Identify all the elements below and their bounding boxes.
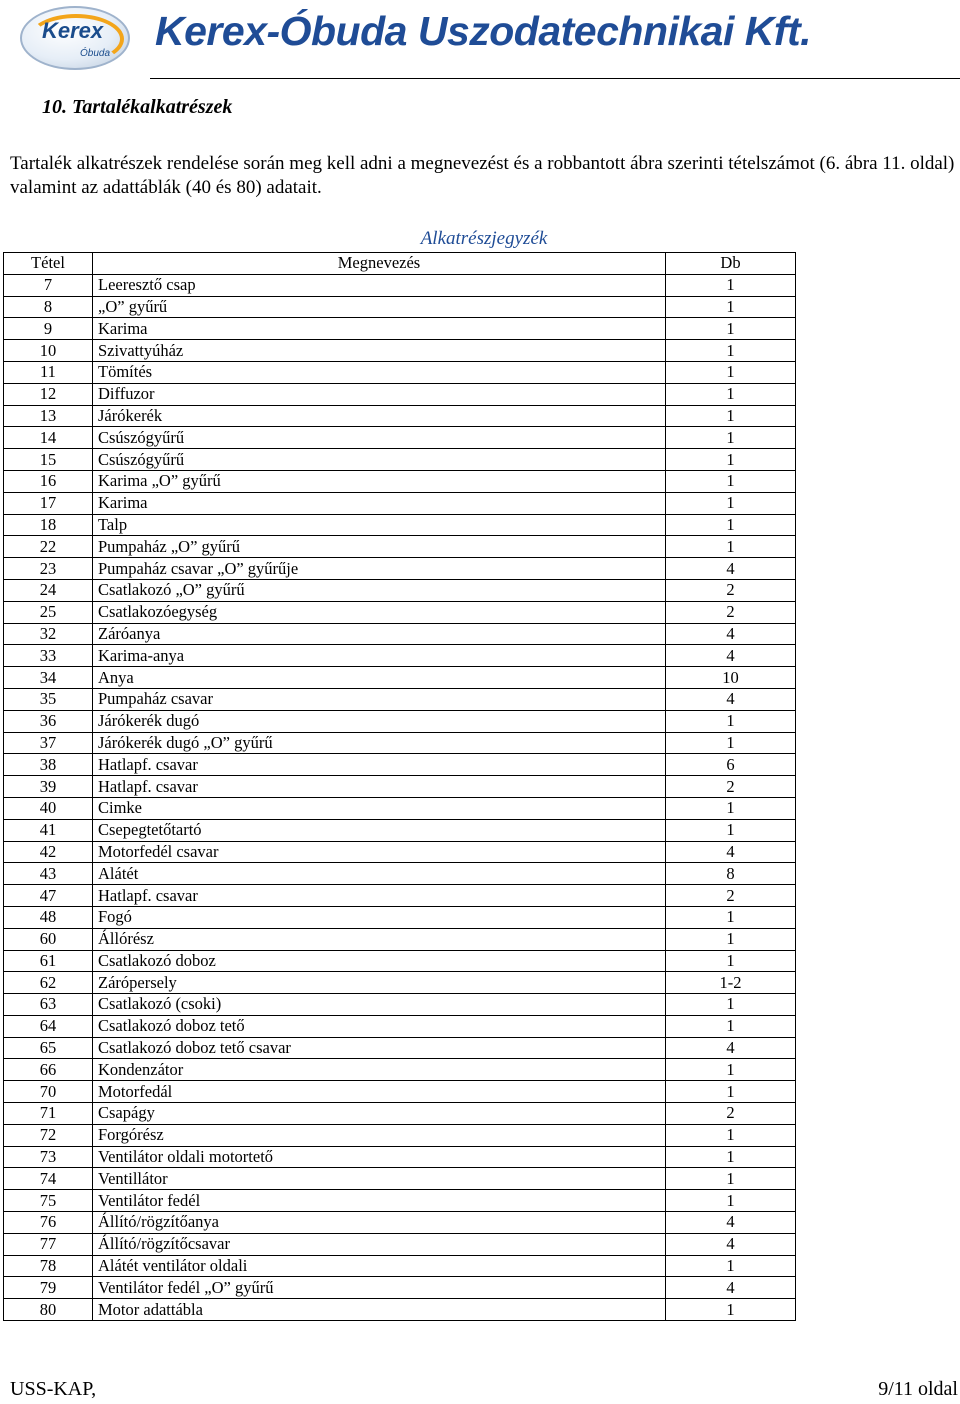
item-number: 37	[4, 732, 93, 754]
quantity: 1	[666, 732, 796, 754]
part-name: Ventilátor fedél „O” gyűrű	[93, 1277, 666, 1299]
quantity: 1	[666, 427, 796, 449]
quantity: 4	[666, 645, 796, 667]
item-number: 32	[4, 623, 93, 645]
table-row	[4, 994, 796, 1016]
part-name: Hatlapf. csavar	[93, 885, 666, 907]
table-row	[4, 318, 796, 340]
table-row	[4, 1059, 796, 1081]
item-number: 77	[4, 1233, 93, 1255]
part-name: Zárópersely	[93, 972, 666, 994]
item-number: 76	[4, 1212, 93, 1234]
part-name: Állító/rögzítőcsavar	[93, 1233, 666, 1255]
part-name: Csatlakozó doboz tető	[93, 1015, 666, 1037]
table-row	[4, 797, 796, 819]
part-name: Csatlakozóegység	[93, 601, 666, 623]
quantity: 1	[666, 928, 796, 950]
item-number: 8	[4, 296, 93, 318]
column-header-item: Tétel	[4, 253, 93, 275]
item-number: 14	[4, 427, 93, 449]
quantity: 1	[666, 318, 796, 340]
quantity: 1	[666, 950, 796, 972]
item-number: 41	[4, 819, 93, 841]
table-row	[4, 1015, 796, 1037]
item-number: 38	[4, 754, 93, 776]
item-number: 23	[4, 558, 93, 580]
part-name: Csúszógyűrű	[93, 427, 666, 449]
table-row	[4, 274, 796, 296]
item-number: 24	[4, 579, 93, 601]
parts-table	[3, 252, 796, 1321]
table-row	[4, 710, 796, 732]
item-number: 63	[4, 994, 93, 1016]
item-number: 79	[4, 1277, 93, 1299]
quantity: 1	[666, 1015, 796, 1037]
part-name: Csatlakozó (csoki)	[93, 994, 666, 1016]
table-row	[4, 688, 796, 710]
item-number: 80	[4, 1299, 93, 1321]
part-name: Karima	[93, 492, 666, 514]
table-row	[4, 754, 796, 776]
part-name: Csapágy	[93, 1103, 666, 1125]
quantity: 1-2	[666, 972, 796, 994]
item-number: 65	[4, 1037, 93, 1059]
quantity: 4	[666, 1233, 796, 1255]
table-row	[4, 732, 796, 754]
quantity: 4	[666, 623, 796, 645]
table-row	[4, 1299, 796, 1321]
quantity: 1	[666, 1168, 796, 1190]
item-number: 43	[4, 863, 93, 885]
table-row	[4, 863, 796, 885]
part-name: Pumpaház csavar „O” gyűrűje	[93, 558, 666, 580]
quantity: 10	[666, 667, 796, 689]
quantity: 1	[666, 492, 796, 514]
part-name: Záróanya	[93, 623, 666, 645]
intro-paragraph: Tartalék alkatrészek rendelése során meg kell adni a megnevezést és a robbantott ábra szerinti tételszámot (6. ábra 11. oldal) valamint az adattáblák (40 és 80) adatait.	[10, 153, 955, 198]
table-row	[4, 470, 796, 492]
table-row	[4, 1190, 796, 1212]
part-name: Karima	[93, 318, 666, 340]
part-name: Hatlapf. csavar	[93, 776, 666, 798]
part-name: Anya	[93, 667, 666, 689]
table-row	[4, 950, 796, 972]
part-name: Forgórész	[93, 1124, 666, 1146]
table-row	[4, 601, 796, 623]
part-name: Járókerék	[93, 405, 666, 427]
quantity: 1	[666, 1255, 796, 1277]
column-header-qty: Db	[666, 253, 796, 275]
item-number: 25	[4, 601, 93, 623]
table-row	[4, 906, 796, 928]
part-name: Ventilátor oldali motortető	[93, 1146, 666, 1168]
part-name: Alátét ventilátor oldali	[93, 1255, 666, 1277]
part-name: Diffuzor	[93, 383, 666, 405]
item-number: 62	[4, 972, 93, 994]
quantity: 1	[666, 405, 796, 427]
quantity: 1	[666, 536, 796, 558]
quantity: 1	[666, 1299, 796, 1321]
quantity: 4	[666, 1037, 796, 1059]
item-number: 66	[4, 1059, 93, 1081]
quantity: 1	[666, 1124, 796, 1146]
item-number: 73	[4, 1146, 93, 1168]
table-row	[4, 1277, 796, 1299]
quantity: 4	[666, 841, 796, 863]
table-row	[4, 361, 796, 383]
item-number: 35	[4, 688, 93, 710]
item-number: 10	[4, 340, 93, 362]
table-row	[4, 383, 796, 405]
quantity: 2	[666, 579, 796, 601]
company-name: Kerex-Óbuda Uszodatechnikai Kft.	[155, 8, 812, 54]
quantity: 1	[666, 797, 796, 819]
company-logo	[20, 6, 130, 70]
quantity: 8	[666, 863, 796, 885]
part-name: Fogó	[93, 906, 666, 928]
item-number: 17	[4, 492, 93, 514]
table-row	[4, 1103, 796, 1125]
quantity: 2	[666, 885, 796, 907]
part-name: Állító/rögzítőanya	[93, 1212, 666, 1234]
table-row	[4, 427, 796, 449]
table-row	[4, 1255, 796, 1277]
table-header-row	[4, 253, 796, 275]
quantity: 1	[666, 340, 796, 362]
table-row	[4, 536, 796, 558]
item-number: 42	[4, 841, 93, 863]
item-number: 36	[4, 710, 93, 732]
quantity: 1	[666, 514, 796, 536]
table-row	[4, 405, 796, 427]
item-number: 72	[4, 1124, 93, 1146]
table-row	[4, 1168, 796, 1190]
part-name: „O” gyűrű	[93, 296, 666, 318]
part-name: Pumpaház „O” gyűrű	[93, 536, 666, 558]
quantity: 4	[666, 1277, 796, 1299]
quantity: 1	[666, 449, 796, 471]
quantity: 1	[666, 710, 796, 732]
quantity: 4	[666, 1212, 796, 1234]
item-number: 71	[4, 1103, 93, 1125]
quantity: 1	[666, 274, 796, 296]
part-name: Kondenzátor	[93, 1059, 666, 1081]
item-number: 13	[4, 405, 93, 427]
part-name: Talp	[93, 514, 666, 536]
item-number: 48	[4, 906, 93, 928]
item-number: 75	[4, 1190, 93, 1212]
quantity: 1	[666, 1081, 796, 1103]
table-title: Alkatrészjegyzék	[420, 228, 548, 249]
item-number: 11	[4, 361, 93, 383]
quantity: 1	[666, 1146, 796, 1168]
footer-document-code: USS-KAP,	[10, 1378, 97, 1400]
item-number: 33	[4, 645, 93, 667]
part-name: Járókerék dugó „O” gyűrű	[93, 732, 666, 754]
table-row	[4, 1212, 796, 1234]
item-number: 7	[4, 274, 93, 296]
quantity: 4	[666, 688, 796, 710]
logo-brand-text: Kerex	[42, 18, 104, 43]
quantity: 2	[666, 601, 796, 623]
part-name: Karima „O” gyűrű	[93, 470, 666, 492]
item-number: 60	[4, 928, 93, 950]
item-number: 64	[4, 1015, 93, 1037]
item-number: 70	[4, 1081, 93, 1103]
page-header	[0, 0, 960, 82]
table-row	[4, 667, 796, 689]
quantity: 4	[666, 558, 796, 580]
part-name: Állórész	[93, 928, 666, 950]
part-name: Csatlakozó doboz tető csavar	[93, 1037, 666, 1059]
item-number: 18	[4, 514, 93, 536]
quantity: 1	[666, 906, 796, 928]
part-name: Hatlapf. csavar	[93, 754, 666, 776]
table-row	[4, 841, 796, 863]
table-row	[4, 340, 796, 362]
quantity: 1	[666, 361, 796, 383]
item-number: 12	[4, 383, 93, 405]
logo-sub-text: Óbuda	[80, 48, 111, 59]
table-row	[4, 449, 796, 471]
table-row	[4, 819, 796, 841]
table-row	[4, 492, 796, 514]
part-name: Leeresztő csap	[93, 274, 666, 296]
item-number: 39	[4, 776, 93, 798]
header-divider	[150, 78, 960, 79]
table-row	[4, 1146, 796, 1168]
table-row	[4, 645, 796, 667]
part-name: Csatlakozó „O” gyűrű	[93, 579, 666, 601]
table-row	[4, 514, 796, 536]
quantity: 1	[666, 470, 796, 492]
part-name: Cimke	[93, 797, 666, 819]
part-name: Motorfedál	[93, 1081, 666, 1103]
section-title: 10. Tartalékalkatrészek	[42, 96, 233, 118]
quantity: 2	[666, 776, 796, 798]
item-number: 22	[4, 536, 93, 558]
table-row	[4, 1124, 796, 1146]
part-name: Csatlakozó doboz	[93, 950, 666, 972]
part-name: Alátét	[93, 863, 666, 885]
table-row	[4, 885, 796, 907]
table-row	[4, 623, 796, 645]
table-row	[4, 1037, 796, 1059]
parts-table-body	[4, 274, 796, 1320]
part-name: Csúszógyűrű	[93, 449, 666, 471]
part-name: Motor adattábla	[93, 1299, 666, 1321]
part-name: Csepegtetőtartó	[93, 819, 666, 841]
item-number: 16	[4, 470, 93, 492]
quantity: 1	[666, 383, 796, 405]
part-name: Járókerék dugó	[93, 710, 666, 732]
column-header-name: Megnevezés	[93, 253, 666, 275]
table-row	[4, 776, 796, 798]
item-number: 78	[4, 1255, 93, 1277]
table-row	[4, 558, 796, 580]
part-name: Karima-anya	[93, 645, 666, 667]
quantity: 1	[666, 1190, 796, 1212]
footer-page-number: 9/11 oldal	[878, 1378, 958, 1400]
quantity: 1	[666, 296, 796, 318]
item-number: 15	[4, 449, 93, 471]
item-number: 61	[4, 950, 93, 972]
table-row	[4, 1081, 796, 1103]
quantity: 1	[666, 994, 796, 1016]
table-row	[4, 296, 796, 318]
quantity: 2	[666, 1103, 796, 1125]
table-row	[4, 579, 796, 601]
table-row	[4, 928, 796, 950]
part-name: Szivattyúház	[93, 340, 666, 362]
quantity: 1	[666, 819, 796, 841]
table-row	[4, 972, 796, 994]
item-number: 34	[4, 667, 93, 689]
table-row	[4, 1233, 796, 1255]
item-number: 9	[4, 318, 93, 340]
item-number: 40	[4, 797, 93, 819]
part-name: Pumpaház csavar	[93, 688, 666, 710]
part-name: Tömítés	[93, 361, 666, 383]
part-name: Motorfedél csavar	[93, 841, 666, 863]
part-name: Ventillátor	[93, 1168, 666, 1190]
quantity: 1	[666, 1059, 796, 1081]
part-name: Ventilátor fedél	[93, 1190, 666, 1212]
quantity: 6	[666, 754, 796, 776]
item-number: 47	[4, 885, 93, 907]
item-number: 74	[4, 1168, 93, 1190]
